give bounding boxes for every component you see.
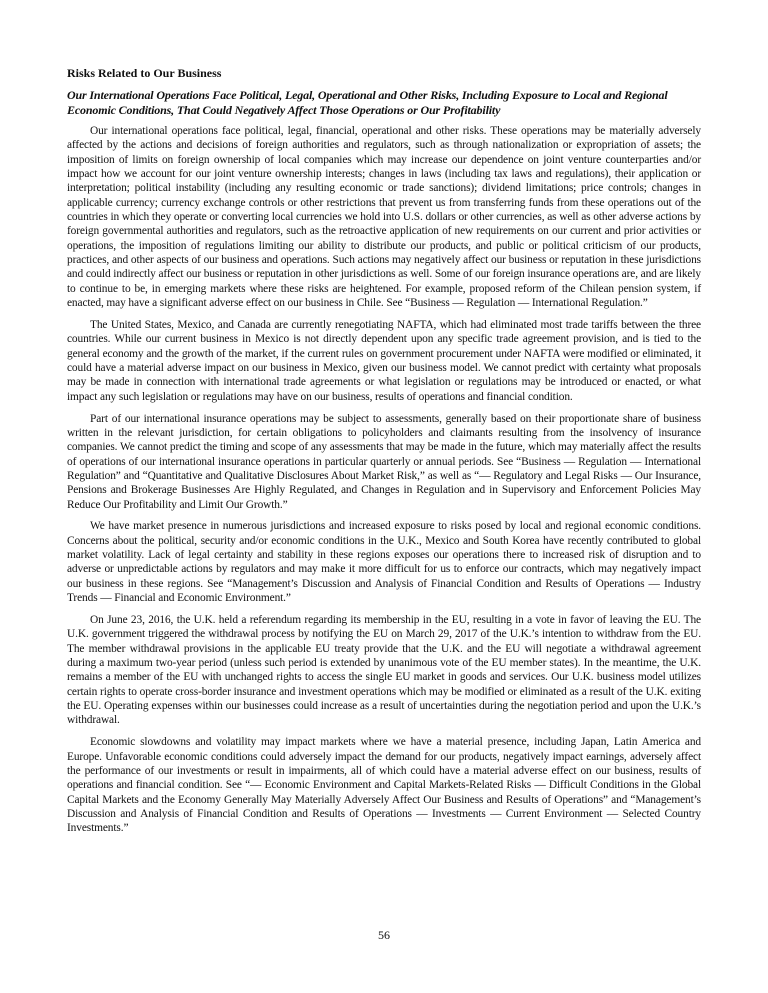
paragraph-market-presence: We have market presence in numerous jurisdictions and increased exposure to risks posed by local and regional economic conditions. Concerns about the political, security and/or economic conditions in the U.K., Mexico and South Korea have recently contributed to global market volatility. Lack of legal certainty and stability in these regions exposes our operations there to increased risk of disruption and to adverse or unpredictable actions by regulators and may make it more difficult for us to enforce our contracts, which may negatively impact our business in these regions. See “Management’s Discussion and Analysis of Financial Condition and Results of Operations — Industry Trends — Financial and Economic Environment.” xyxy=(67,520,701,605)
paragraph-assessments: Part of our international insurance operations may be subject to assessments, generally based on their proportionate share of business written in the relevant jurisdiction, for certain obligations to policyholders and claimants resulting from the insolvency of insurance companies. We cannot predict the timing and scope of any assessments that may be made in the future, which may materially affect the results of operations of our international insurance operations in particular quarterly or annual periods. See “Business — Regulation — International Regulation” and “Quantitative and Qualitative Disclosures About Market Risk,” as well as “— Regulatory and Legal Risks — Our Insurance, Pensions and Brokerage Businesses Are Highly Regulated, and Changes in Regulation and in Supervisory and Enforcement Policies May Reduce Our Profitability and Limit Our Growth.” xyxy=(67,412,701,511)
subsection-title: Our International Operations Face Political, Legal, Operational and Other Risks, Including Exposure to Local and Regional Economic Conditions, That Could Negatively Affect Those Operations or Our Profitability xyxy=(67,88,668,117)
document-page xyxy=(67,66,701,843)
page-number: 56 xyxy=(378,928,390,942)
paragraph-international-risks: Our international operations face political, legal, financial, operational and other risks. These operations may be materially adversely affected by the actions and decisions of foreign authorities and regulators, such as through nationalization or expropriation of assets; the imposition of limits on foreign ownership of local companies which may increase our dependence on joint venture counterparties and/or impact how we account for our joint venture ownership interests; changes in laws (including tax laws and regulations), their application or interpretation; political instability (including any resulting economic or trade sanctions); dividend limitations; price controls; changes in applicable currency; currency exchange controls or other restrictions that prevent us from transferring funds from these operations out of the countries in which they operate or converting local currencies we hold into U.S. dollars or other currencies, as well as other adverse actions by foreign governmental authorities and regulators, such as the retroactive application of new requirements on our current and prior activities or operations, the imposition of regulations limiting our ability to distribute our products, and public or political criticism of our products, practices, and other aspects of our business and operations. Such actions may negatively affect our business or reputation in these jurisdictions and could indirectly affect our business or reputation in other jurisdictions as well. Some of our foreign insurance operations are, and are likely to continue to be, in emerging markets where these risks are heightened. For example, proposed reform of the Chilean pension system, if enacted, may have a significant adverse effect on our business in Chile. See “Business — Regulation — International Regulation.” xyxy=(67,125,701,310)
section-title: Risks Related to Our Business xyxy=(67,66,222,80)
paragraph-economic-slowdowns: Economic slowdowns and volatility may impact markets where we have a material presence, including Japan, Latin America and Europe. Unfavorable economic conditions could adversely impact the demand for our products, negatively impact earnings, adversely affect the performance of our investments or result in impairments, all of which could have a material adverse effect on our business, results of operations and financial condition. See “— Economic Environment and Capital Markets-Related Risks — Difficult Conditions in the Global Capital Markets and the Economy Generally May Materially Adversely Affect Our Business and Results of Operations” and “Management’s Discussion and Analysis of Financial Condition and Results of Operations — Investments — Current Environment — Selected Country Investments.” xyxy=(67,736,701,835)
paragraph-nafta: The United States, Mexico, and Canada are currently renegotiating NAFTA, which had eliminated most trade tariffs between the three countries. While our current business in Mexico is not directly dependent upon any specific trade agreement provision, and is tied to the general economy and the growth of the market, if the current rules on government procurement under NAFTA were modified or eliminated, it could have a material adverse impact on our business in Mexico, given our business model. We cannot predict with certainty what proposals may be made in connection with international trade agreements or what legislation or regulations may be introduced or enacted, or what impact any such legislation or regulations may have on our business, results of operations and financial condition. xyxy=(67,318,701,403)
paragraph-brexit: On June 23, 2016, the U.K. held a referendum regarding its membership in the EU, resulting in a vote in favor of leaving the EU. The U.K. government triggered the withdrawal process by notifying the EU on March 29, 2017 of the U.K.’s intention to withdraw from the EU. The member withdrawal provisions in the applicable EU treaty provide that the U.K. and the EU will negotiate a withdrawal agreement during a maximum two-year period (unless such period is extended by unanimous vote of the EU member states). In the meantime, the U.K. remains a member of the EU with unchanged rights to access the single EU market in goods and services. Our U.K. business model utilizes certain rights to operate cross-border insurance and investment operations which may be modified or eliminated as a result of the U.K. exiting the EU. Operating expenses within our businesses could increase as a result of uncertainties during the negotiation period and upon the U.K.’s withdrawal. xyxy=(67,614,701,727)
